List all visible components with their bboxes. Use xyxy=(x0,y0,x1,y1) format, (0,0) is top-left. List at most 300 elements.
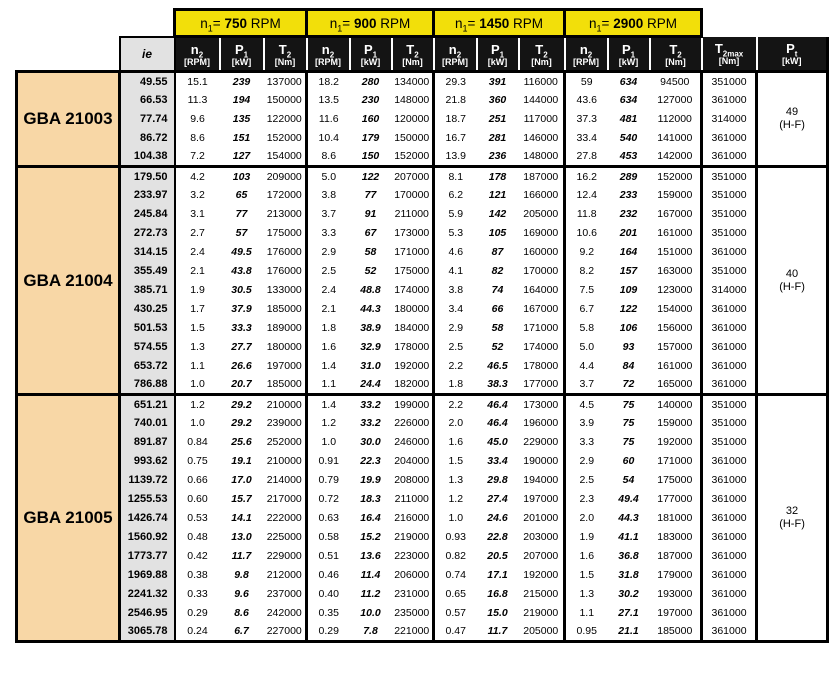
t2-value: 127000 xyxy=(657,94,693,106)
data-row xyxy=(17,281,828,300)
t2max-value: 361000 xyxy=(702,566,757,585)
pt-column-header xyxy=(757,37,828,72)
t2-value: 156000 xyxy=(657,322,693,334)
p1-value: 84 xyxy=(622,360,635,372)
p1-value: 75 xyxy=(608,395,650,414)
data-row xyxy=(17,433,828,452)
col-header-t2-900rpm: $T_2$ [Nm] xyxy=(392,37,434,72)
p1-value: 21.1 xyxy=(608,623,650,642)
t2-value: 190000 xyxy=(523,455,559,467)
p1-value: 127 xyxy=(232,150,251,163)
t2-value: 133000 xyxy=(266,284,302,296)
t2-value: 219000 xyxy=(523,607,559,619)
data-row xyxy=(17,148,828,167)
n2-value: 0.29 xyxy=(187,607,208,619)
t2-value: 165000 xyxy=(657,378,693,391)
n2-value: 1.1 xyxy=(565,604,608,623)
t2-value: 207000 xyxy=(523,550,559,562)
t2-value: 173000 xyxy=(519,395,565,414)
n2-value: 0.48 xyxy=(187,531,208,543)
n2-value: 2.1 xyxy=(307,300,350,319)
p1-value: 49.5 xyxy=(231,246,252,258)
t2-value: 207000 xyxy=(392,167,434,186)
p1-value: 45.0 xyxy=(487,436,508,448)
p1-value: 33.2 xyxy=(350,395,392,414)
t2-value: 148000 xyxy=(394,94,430,106)
data-row xyxy=(17,300,828,319)
t2max-value: 361000 xyxy=(702,91,757,110)
p1-value: 10.0 xyxy=(360,607,381,619)
n2-value: 4.1 xyxy=(434,262,477,281)
p1-value: 20.5 xyxy=(487,550,508,562)
n2-value: 0.42 xyxy=(187,550,208,562)
t2-value: 246000 xyxy=(394,436,430,448)
pt-symbol: $P_t$ xyxy=(786,40,798,59)
p1-value: 18.3 xyxy=(360,493,381,505)
p1-value: 11.2 xyxy=(360,588,381,600)
p1-value: 66 xyxy=(491,303,504,315)
p1-value: 391 xyxy=(477,72,519,91)
column-header-row xyxy=(17,37,828,72)
data-row xyxy=(17,72,828,91)
data-row xyxy=(17,604,828,623)
n2-value: 6.2 xyxy=(434,186,477,205)
p1-value: 24.6 xyxy=(487,512,508,524)
n2-value: 1.3 xyxy=(190,341,205,353)
data-row xyxy=(17,129,828,148)
p1-value: 11.4 xyxy=(360,569,381,581)
n2-value: 3.9 xyxy=(565,414,608,433)
p1-value: 16.8 xyxy=(487,588,508,600)
speed-unit: RPM xyxy=(250,15,281,31)
t2max-value: 351000 xyxy=(702,262,757,281)
p1-value: 46.5 xyxy=(487,360,508,372)
n2-value: 8.2 xyxy=(565,262,608,281)
n2-value: 0.38 xyxy=(187,569,208,581)
p1-value: 157 xyxy=(619,265,638,277)
n2-value: 8.6 xyxy=(190,132,205,144)
p1-value: 38.9 xyxy=(360,322,381,334)
col-header-n2-750rpm: $n_2$ [RPM] xyxy=(175,37,220,72)
speed-unit: RPM xyxy=(647,15,678,31)
n2-value: 0.66 xyxy=(187,474,208,486)
t2-value: 205000 xyxy=(523,208,559,220)
n2-value: 4.5 xyxy=(565,395,608,414)
p1-value: 106 xyxy=(619,322,638,334)
n2-value: 27.8 xyxy=(565,148,608,167)
p1-value: 22.3 xyxy=(360,455,381,467)
ie-value: 272.73 xyxy=(120,224,175,243)
n2-value: 1.2 xyxy=(175,395,220,414)
ie-value: 66.53 xyxy=(120,91,175,110)
t2-value: 144000 xyxy=(523,94,559,106)
p1-value: 82 xyxy=(491,265,504,277)
p1-value: 60 xyxy=(622,455,635,467)
t2max-value: 361000 xyxy=(702,509,757,528)
n2-value: 0.95 xyxy=(565,623,608,642)
p1-value: 16.4 xyxy=(360,512,381,524)
p1-value: 13.6 xyxy=(360,550,381,562)
n2-value: 3.2 xyxy=(190,189,205,201)
t2-value: 174000 xyxy=(523,341,559,353)
col-header-p1-1450rpm: $P_1$ [kW] xyxy=(477,37,519,72)
p1-value: 121 xyxy=(488,189,507,201)
p1-value: 239 xyxy=(220,72,264,91)
p1-value: 30.0 xyxy=(360,436,381,448)
n2-value: 2.4 xyxy=(190,246,205,258)
p1-value: 27.4 xyxy=(487,493,508,505)
t2max-value: 361000 xyxy=(702,148,757,167)
ie-value: 501.53 xyxy=(120,319,175,338)
n2-value: 2.7 xyxy=(190,227,205,239)
t2-value: 163000 xyxy=(657,265,693,277)
t2-value: 229000 xyxy=(523,436,559,448)
p1-value: 233 xyxy=(619,189,638,201)
p1-value: 22.8 xyxy=(487,531,508,543)
t2-value: 214000 xyxy=(266,474,302,486)
n2-value: 1.4 xyxy=(307,357,350,376)
n2-value: 10.6 xyxy=(565,224,608,243)
t2-value: 187000 xyxy=(657,550,693,562)
p1-value: 58 xyxy=(491,322,504,334)
ie-value: 574.55 xyxy=(120,338,175,357)
p1-value: 179 xyxy=(361,132,380,144)
col-header-p1-900rpm: $P_1$ [kW] xyxy=(350,37,392,72)
t2-value: 235000 xyxy=(394,607,430,619)
p1-value: 25.6 xyxy=(231,436,252,448)
ie-value: 1255.53 xyxy=(120,490,175,509)
n2-value: 0.24 xyxy=(175,623,220,642)
p1-value: 33.2 xyxy=(360,417,381,429)
p1-value: 26.6 xyxy=(231,360,252,372)
t2-value: 177000 xyxy=(657,493,693,505)
n2-value: 1.1 xyxy=(190,360,205,372)
n2-value: 1.2 xyxy=(307,414,350,433)
t2-value: 176000 xyxy=(266,265,302,277)
ie-value: 385.71 xyxy=(120,281,175,300)
t2max-value: 361000 xyxy=(702,604,757,623)
n2-value: 1.9 xyxy=(190,284,205,296)
t2-value: 196000 xyxy=(523,417,559,429)
p1-value: 11.7 xyxy=(231,550,252,562)
p1-value: 49.4 xyxy=(618,493,639,505)
p1-value: 122 xyxy=(350,167,392,186)
t2-value: 173000 xyxy=(394,227,430,239)
p1-value: 11.7 xyxy=(477,623,519,642)
t2-value: 181000 xyxy=(657,512,693,524)
t2max-value: 361000 xyxy=(702,243,757,262)
p1-value: 31.0 xyxy=(360,360,381,372)
ie-value: 77.74 xyxy=(120,110,175,129)
p1-value: 43.8 xyxy=(231,265,252,277)
t2max-value: 351000 xyxy=(702,433,757,452)
ie-value: 233.97 xyxy=(120,186,175,205)
t2-value: 152000 xyxy=(266,132,302,144)
t2max-value: 351000 xyxy=(702,186,757,205)
n2-value: 4.4 xyxy=(565,357,608,376)
t2-value: 151000 xyxy=(657,246,693,258)
p1-value: 236 xyxy=(488,150,507,163)
n1-symbol: $n_1=$ xyxy=(200,15,221,34)
t2-value: 176000 xyxy=(266,246,302,258)
p1-value: 67 xyxy=(364,227,377,239)
t2-value: 211000 xyxy=(394,493,429,505)
ie-value: 2241.32 xyxy=(120,585,175,604)
p1-value: 27.1 xyxy=(618,607,639,619)
p1-value: 201 xyxy=(619,227,638,239)
n2-value: 15.1 xyxy=(175,72,220,91)
model-label: GBA 21004 xyxy=(17,167,120,395)
n2-value: 0.82 xyxy=(434,547,477,566)
data-row xyxy=(17,319,828,338)
ie-value: 891.87 xyxy=(120,433,175,452)
t2-value: 141000 xyxy=(657,132,693,144)
t2-value: 192000 xyxy=(523,569,559,581)
p1-value: 164 xyxy=(619,246,638,258)
p1-value: 44.3 xyxy=(360,303,381,315)
n2-value: 7.5 xyxy=(565,281,608,300)
n2-value: 5.0 xyxy=(307,167,350,186)
ie-value: 86.72 xyxy=(120,129,175,148)
t2max-value: 361000 xyxy=(702,300,757,319)
p1-value: 103 xyxy=(220,167,264,186)
pt-value: 32 (H-F) xyxy=(757,395,828,642)
n2-value: 10.4 xyxy=(307,129,350,148)
p1-value: 77 xyxy=(235,208,248,220)
p1-value: 29.2 xyxy=(231,417,252,429)
n2-value: 1.8 xyxy=(434,376,477,395)
t2-value: 187000 xyxy=(519,167,565,186)
t2-value: 164000 xyxy=(523,284,559,296)
t2-value: 167000 xyxy=(657,208,693,220)
p1-value: 54 xyxy=(622,474,635,486)
t2-value: 174000 xyxy=(394,284,430,296)
t2-value: 252000 xyxy=(266,436,302,448)
p1-value: 109 xyxy=(619,284,638,296)
speed-header-900rpm xyxy=(307,10,434,37)
p1-value: 58 xyxy=(364,246,377,258)
t2-value: 150000 xyxy=(266,94,302,106)
t2max-value: 351000 xyxy=(702,205,757,224)
n2-value: 0.65 xyxy=(434,585,477,604)
model-label: GBA 21003 xyxy=(17,72,120,167)
t2-value: 167000 xyxy=(523,303,559,315)
ie-value: 49.55 xyxy=(120,72,175,91)
p1-value: 135 xyxy=(232,113,251,125)
t2max-value: 361000 xyxy=(702,338,757,357)
t2-value: 203000 xyxy=(523,531,559,543)
n2-value: 1.4 xyxy=(307,395,350,414)
blank-area xyxy=(17,37,120,72)
n2-value: 0.72 xyxy=(307,490,350,509)
t2max-value: 351000 xyxy=(702,167,757,186)
t2-value: 215000 xyxy=(523,588,559,600)
n2-value: 11.6 xyxy=(307,110,350,129)
data-row xyxy=(17,547,828,566)
data-row xyxy=(17,528,828,547)
data-row xyxy=(17,224,828,243)
p1-value: 52 xyxy=(364,265,377,277)
n2-value: 1.0 xyxy=(190,378,205,391)
p1-value: 15.0 xyxy=(487,607,508,619)
t2max-value: 351000 xyxy=(702,414,757,433)
t2-value: 152000 xyxy=(650,167,702,186)
p1-value: 8.6 xyxy=(234,607,249,619)
n2-value: 0.60 xyxy=(187,493,208,505)
n2-value: 2.2 xyxy=(434,395,477,414)
p1-value: 481 xyxy=(619,113,638,125)
p1-value: 105 xyxy=(488,227,507,239)
t2-value: 172000 xyxy=(266,189,302,201)
t2-value: 160000 xyxy=(523,246,559,258)
t2max-value: 351000 xyxy=(702,72,757,91)
n2-value: 1.1 xyxy=(307,376,350,395)
t2-value: 192000 xyxy=(394,360,430,372)
n2-value: 2.4 xyxy=(307,281,350,300)
data-row xyxy=(17,452,828,471)
p1-value: 93 xyxy=(622,341,635,353)
data-row xyxy=(17,262,828,281)
ie-value: 786.88 xyxy=(120,376,175,395)
t2-value: 225000 xyxy=(266,531,302,543)
col-header-p1-2900rpm: $P_1$ [kW] xyxy=(608,37,650,72)
n2-value: 0.53 xyxy=(187,512,208,524)
gear-unit-ratings-table xyxy=(15,8,829,643)
p1-value: 74 xyxy=(491,284,504,296)
t2-value: 175000 xyxy=(266,227,302,239)
p1-value: 634 xyxy=(619,94,638,106)
t2-value: 94500 xyxy=(650,72,702,91)
t2-value: 221000 xyxy=(392,623,434,642)
n2-value: 1.0 xyxy=(434,509,477,528)
data-row xyxy=(17,471,828,490)
t2-value: 194000 xyxy=(523,474,559,486)
p1-value: 194 xyxy=(232,94,251,106)
t2-value: 185000 xyxy=(266,303,302,315)
n2-value: 4.6 xyxy=(434,243,477,262)
n2-value: 2.9 xyxy=(307,243,350,262)
t2max-value: 361000 xyxy=(702,357,757,376)
n2-value: 2.0 xyxy=(565,509,608,528)
t2max-value: 361000 xyxy=(702,129,757,148)
p1-value: 33.3 xyxy=(231,322,252,334)
n2-value: 13.5 xyxy=(307,91,350,110)
t2-value: 177000 xyxy=(523,378,559,391)
p1-value: 540 xyxy=(619,132,638,144)
n2-value: 0.46 xyxy=(307,566,350,585)
n2-value: 21.8 xyxy=(434,91,477,110)
p1-value: 251 xyxy=(488,113,507,125)
p1-value: 77 xyxy=(364,189,377,201)
ie-value: 1560.92 xyxy=(120,528,175,547)
p1-value: 360 xyxy=(488,94,507,106)
t2-value: 213000 xyxy=(266,208,302,220)
t2-value: 206000 xyxy=(394,569,430,581)
speed-unit: RPM xyxy=(380,15,411,31)
t2-value: 208000 xyxy=(394,474,430,486)
t2-value: 166000 xyxy=(523,189,559,201)
t2-value: 171000 xyxy=(394,246,430,258)
n2-value: 18.7 xyxy=(434,110,477,129)
p1-value: 52 xyxy=(491,341,504,353)
t2max-unit: [Nm] xyxy=(718,55,740,66)
n2-value: 0.58 xyxy=(307,528,350,547)
ie-value: 179.50 xyxy=(120,167,175,186)
p1-value: 178 xyxy=(477,167,519,186)
t2-value: 170000 xyxy=(523,265,559,277)
n2-value: 1.0 xyxy=(307,433,350,452)
p1-value: 29.8 xyxy=(487,474,508,486)
p1-value: 33.4 xyxy=(487,455,508,467)
t2-value: 157000 xyxy=(657,341,693,353)
t2-value: 185000 xyxy=(266,378,302,391)
t2-value: 189000 xyxy=(266,322,302,334)
pt-value: 49 (H-F) xyxy=(757,72,828,167)
data-row xyxy=(17,110,828,129)
n2-value: 2.5 xyxy=(307,262,350,281)
t2-value: 227000 xyxy=(264,623,307,642)
t2-value: 150000 xyxy=(394,132,430,144)
p1-value: 15.7 xyxy=(231,493,252,505)
col-header-n2-2900rpm: $n_2$ [RPM] xyxy=(565,37,608,72)
n2-value: 9.6 xyxy=(190,113,205,125)
p1-value: 27.7 xyxy=(231,341,252,353)
t2-value: 159000 xyxy=(657,417,693,429)
speed-header-2900rpm xyxy=(565,10,702,37)
t2-value: 229000 xyxy=(266,550,302,562)
p1-value: 87 xyxy=(491,246,504,258)
n2-value: 5.3 xyxy=(434,224,477,243)
n2-value: 0.47 xyxy=(434,623,477,642)
t2-value: 137000 xyxy=(264,72,307,91)
p1-value: 15.2 xyxy=(360,531,381,543)
n2-value: 9.2 xyxy=(565,243,608,262)
t2max-value: 361000 xyxy=(702,319,757,338)
data-row xyxy=(17,205,828,224)
t2-value: 170000 xyxy=(394,189,430,201)
n2-value: 3.7 xyxy=(565,376,608,395)
n2-value: 1.8 xyxy=(307,319,350,338)
speed-value: 1450 xyxy=(479,15,510,31)
n2-value: 3.3 xyxy=(307,224,350,243)
p1-value: 41.1 xyxy=(618,531,639,543)
n2-value: 1.7 xyxy=(190,303,205,315)
data-row xyxy=(17,623,828,642)
ie-value: 104.38 xyxy=(120,148,175,167)
t2max-value: 351000 xyxy=(702,224,757,243)
ie-column-header: ie xyxy=(120,37,175,72)
n2-value: 16.7 xyxy=(434,129,477,148)
t2max-value: 361000 xyxy=(702,585,757,604)
n2-value: 13.9 xyxy=(434,148,477,167)
n2-value: 0.63 xyxy=(307,509,350,528)
n1-symbol: $n_1=$ xyxy=(589,15,610,34)
t2-value: 209000 xyxy=(264,167,307,186)
t2-value: 122000 xyxy=(266,113,302,125)
n2-value: 5.9 xyxy=(434,205,477,224)
n2-value: 0.84 xyxy=(187,436,208,448)
n2-value: 5.8 xyxy=(565,319,608,338)
n2-value: 2.1 xyxy=(190,265,205,277)
n2-value: 0.79 xyxy=(307,471,350,490)
ie-value: 1139.72 xyxy=(120,471,175,490)
p1-value: 48.8 xyxy=(360,284,381,296)
n2-value: 7.2 xyxy=(190,150,205,163)
data-row xyxy=(17,167,828,186)
p1-value: 46.4 xyxy=(477,395,519,414)
n2-value: 12.4 xyxy=(565,186,608,205)
data-row xyxy=(17,186,828,205)
